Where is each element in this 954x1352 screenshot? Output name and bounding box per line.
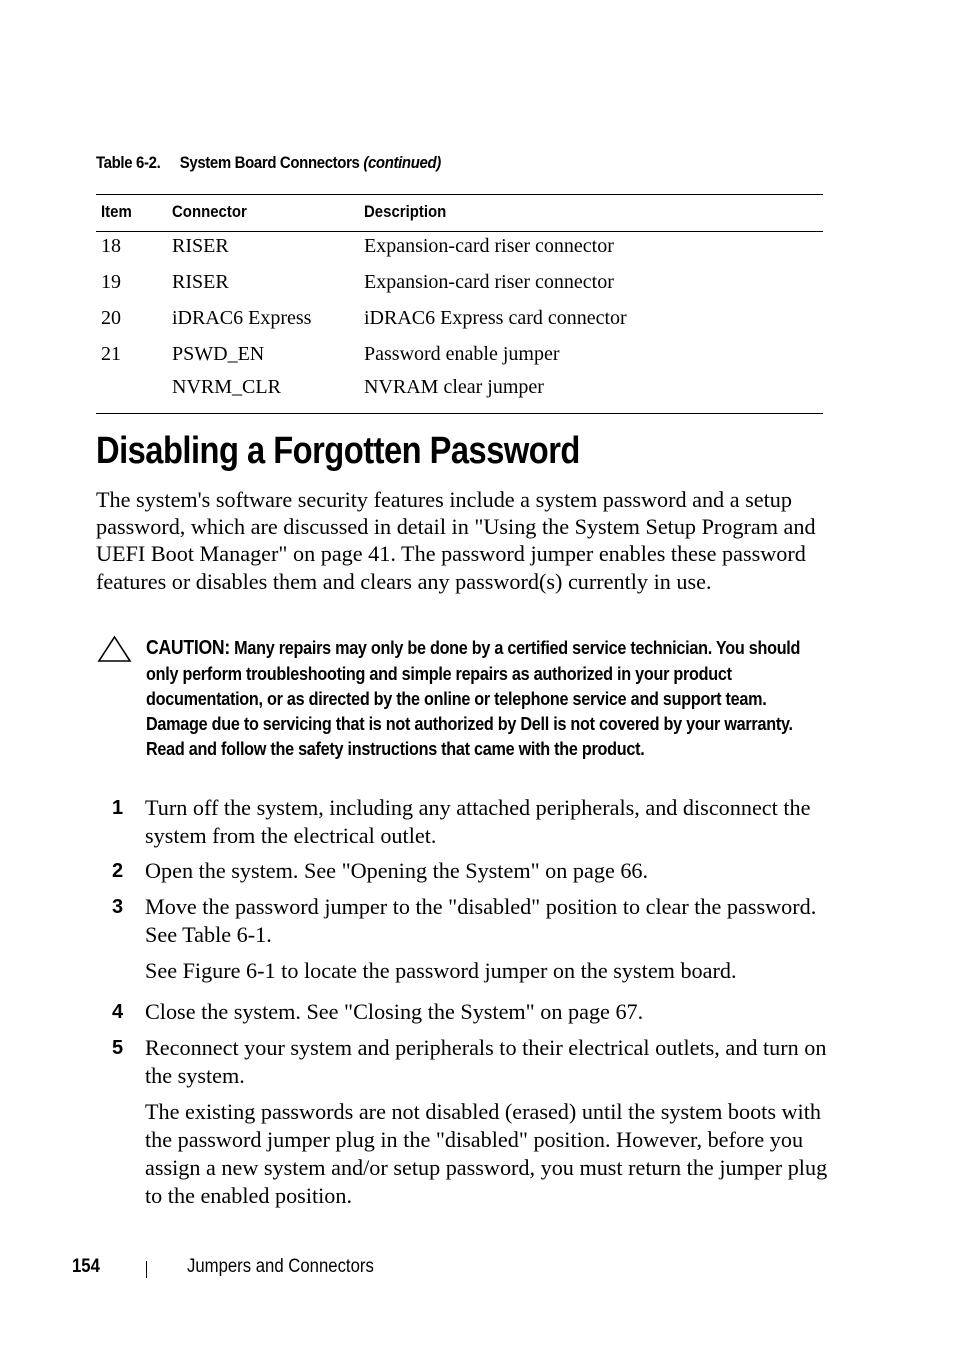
cell-item: 20	[101, 307, 121, 329]
cell-description: iDRAC6 Express card connector	[364, 307, 627, 329]
cell-description: Expansion-card riser connector	[364, 271, 614, 293]
table-label: Table 6-2.	[96, 153, 161, 172]
step-number: 5	[112, 1037, 124, 1059]
cell-connector: NVRM_CLR	[172, 376, 281, 398]
step-text: Close the system. See "Closing the System" on page 67.	[145, 999, 644, 1024]
cell-connector: PSWD_EN	[172, 343, 265, 365]
cell-description: Password enable jumper	[364, 343, 560, 365]
cell-connector: RISER	[172, 235, 229, 257]
table-title: System Board Connectors	[179, 153, 360, 172]
step-text: Move the password jumper to the "disabled" position to clear the password. See Table 6-1.	[145, 894, 817, 947]
cell-description: Expansion-card riser connector	[364, 235, 614, 257]
caution-notice	[146, 635, 824, 761]
table-row	[96, 232, 823, 268]
step-number: 1	[112, 797, 124, 819]
cell-item: 21	[101, 343, 121, 365]
table-header-row	[96, 195, 823, 232]
step-number: 3	[112, 896, 124, 918]
caution-text: Many repairs may only be done by a certified service technician. You should only perform troubleshooting and simple repairs as authorized in your product documentation, or as directed by the online or telephone service and support team. Damage due to servicing that is not authorized by Dell is not covered by your warranty. Read and follow the safety instructions that came with the product.	[146, 637, 801, 759]
step-number: 2	[112, 860, 124, 882]
caution-label: CAUTION:	[146, 637, 230, 659]
cell-item: 18	[101, 235, 121, 257]
step-note: The existing passwords are not disabled (erased) until the system boots with the password jumper plug in the "disabled" position. However, before you assign a new system and/or setup password, you must return the jumper plug to the enabled position.	[145, 1099, 828, 1208]
header-item: Item	[101, 202, 132, 221]
cell-description: NVRAM clear jumper	[364, 376, 544, 398]
step-note: See Figure 6-1 to locate the password jumper on the system board.	[145, 958, 737, 983]
page-number: 154	[72, 1256, 100, 1277]
header-description: Description	[364, 202, 447, 221]
step-number: 4	[112, 1001, 124, 1023]
table-row	[96, 304, 823, 340]
cell-item: 19	[101, 271, 121, 293]
footer-divider	[146, 1261, 147, 1278]
step-text: Open the system. See "Opening the System" on page 66.	[145, 858, 649, 883]
chapter-title: Jumpers and Connectors	[187, 1256, 374, 1277]
table-row	[96, 268, 823, 304]
table-caption	[96, 153, 441, 173]
warning-triangle-icon	[97, 635, 132, 663]
header-connector: Connector	[172, 202, 247, 221]
cell-connector: iDRAC6 Express	[172, 307, 312, 329]
step-text: Reconnect your system and peripherals to their electrical outlets, and turn on the system.	[145, 1035, 827, 1088]
system-board-connectors-table	[96, 194, 823, 414]
intro-paragraph: The system's software security features include a system password and a setup password, which are discussed in detail in "Using the System Setup Program and UEFI Boot Manager" on page 41. The password jumper enables these password features or disables them and clears any password(s) currently in use.	[96, 487, 816, 594]
step-text: Turn off the system, including any attached peripherals, and disconnect the system from the electrical outlet.	[145, 795, 811, 848]
cell-connector: RISER	[172, 271, 229, 293]
table-title-suffix: (continued)	[363, 153, 441, 172]
table-row	[96, 373, 823, 413]
section-heading: Disabling a Forgotten Password	[96, 430, 580, 472]
table-row	[96, 340, 823, 373]
